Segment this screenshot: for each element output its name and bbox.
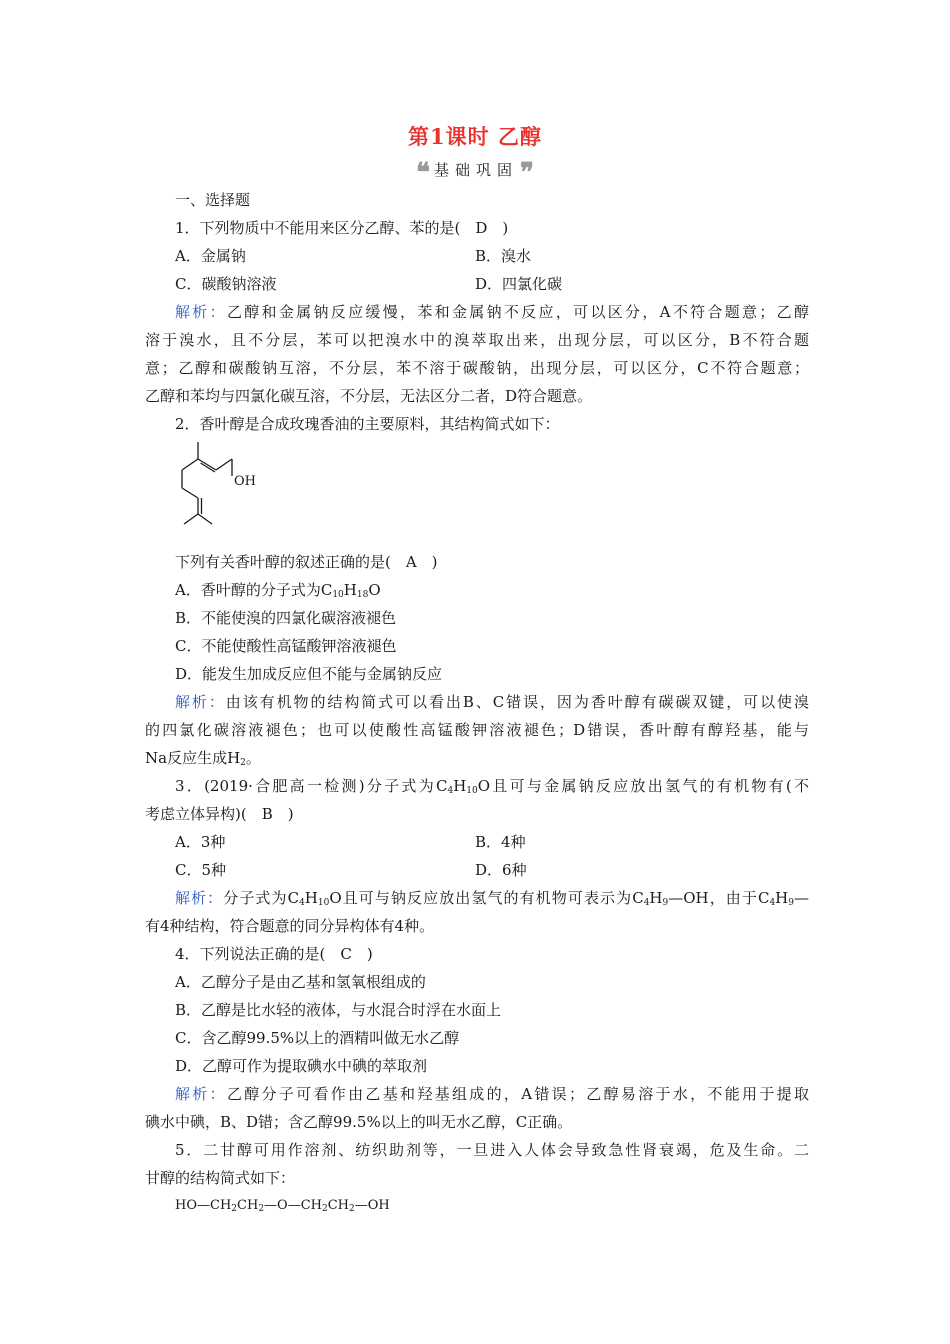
explanation-text: H bbox=[775, 889, 789, 907]
subscript: 10 bbox=[466, 786, 478, 796]
question-5-stem-line-2: 甘醇的结构简式如下： bbox=[145, 1169, 296, 1187]
explanation-text: —OH，由于C bbox=[668, 889, 770, 907]
option-b: B．乙醇是比水轻的液体，与水混合时浮在水面上 bbox=[175, 1001, 502, 1019]
subscript: 9 bbox=[662, 898, 669, 908]
option-a: A．乙醇分子是由乙基和氢氧根组成的 bbox=[175, 973, 426, 991]
explanation-text: 。 bbox=[245, 749, 261, 767]
hydroxyl-label: OH bbox=[234, 474, 256, 489]
option-a-text: A．香叶醇的分子式为C bbox=[175, 581, 333, 599]
diethylene-glycol-formula bbox=[145, 1192, 809, 1220]
subscript: 4 bbox=[447, 786, 454, 796]
option-a bbox=[145, 576, 809, 604]
question-1-options-row-1 bbox=[145, 242, 809, 270]
explanation-text: 乙醇和金属钠反应缓慢，苯和金属钠不反应，可以区分，A不符合题意；乙醇 bbox=[226, 303, 809, 321]
question-3-stem-line-1 bbox=[145, 772, 809, 800]
question-3-options-row-1 bbox=[145, 828, 809, 856]
subscript: 2 bbox=[231, 1204, 238, 1214]
question-4-explanation-line-2: 碘水中碘，B、D错；含乙醇99.5%以上的叫无水乙醇，C正确。 bbox=[145, 1113, 573, 1131]
left-quote-icon: ❝ bbox=[415, 158, 430, 188]
question-2-question: 下列有关香叶醇的叙述正确的是( A ) bbox=[175, 553, 438, 571]
formula-text: CH bbox=[327, 1198, 350, 1213]
question-list bbox=[145, 186, 809, 1220]
explanation-label: 解析： bbox=[175, 303, 227, 321]
question-4-explanation-line-1 bbox=[145, 1080, 809, 1108]
subscript: 18 bbox=[356, 590, 369, 600]
option-d: D．四氯化碳 bbox=[475, 275, 563, 293]
question-4-stem: 4．下列说法正确的是( C ) bbox=[175, 945, 373, 963]
question-1-options-row-2 bbox=[145, 270, 809, 298]
geraniol-bonds bbox=[182, 442, 232, 524]
stem-text: 3．(2019·合肥高一检测)分子式为C bbox=[175, 777, 448, 795]
question-2-stem: 2．香叶醇是合成玫瑰香油的主要原料，其结构简式如下： bbox=[175, 415, 560, 433]
question-1-stem: 1．下列物质中不能用来区分乙醇、苯的是( D ) bbox=[175, 219, 509, 237]
question-3-explanation-line-2: 有4种结构，符合题意的同分异构体有4种。 bbox=[145, 917, 435, 935]
subscript: 4 bbox=[299, 898, 305, 908]
explanation-text: — bbox=[794, 889, 809, 907]
formula-text: —O—CH bbox=[264, 1198, 322, 1213]
option-a-text: H bbox=[343, 581, 357, 599]
option-b: B．4种 bbox=[475, 833, 526, 851]
subscript: 10 bbox=[317, 898, 330, 908]
explanation-text: H bbox=[304, 889, 318, 907]
explanation-label: 解析： bbox=[175, 1085, 227, 1103]
explanation-text: O且可与钠反应放出氢气的有机物可表示为C bbox=[329, 889, 644, 907]
option-c: C．含乙醇99.5%以上的酒精叫做无水乙醇 bbox=[175, 1029, 460, 1047]
option-a: A．金属钠 bbox=[175, 247, 246, 265]
explanation-text: Na反应生成H bbox=[145, 749, 241, 767]
formula-text: —OH bbox=[354, 1198, 390, 1213]
subscript: 2 bbox=[240, 758, 246, 768]
question-3-explanation-line-1 bbox=[145, 884, 809, 912]
question-2-explanation-line-1 bbox=[145, 688, 809, 716]
subscript: 4 bbox=[643, 898, 650, 908]
question-2-explanation-line-2: 的四氯化碳溶液褪色；也可以使酸性高锰酸钾溶液褪色；D错误，香叶醇有醇羟基，能与 bbox=[145, 721, 809, 739]
option-c: C．碳酸钠溶液 bbox=[175, 275, 277, 293]
option-a-text: O bbox=[368, 581, 381, 599]
option-d: D．能发生加成反应但不能与金属钠反应 bbox=[175, 665, 443, 683]
question-2-explanation-line-3 bbox=[145, 744, 809, 772]
page-title: 第1课时 乙醇 bbox=[408, 124, 542, 149]
formula-text: HO—CH bbox=[175, 1198, 232, 1213]
option-c: C．不能使酸性高锰酸钾溶液褪色 bbox=[175, 637, 397, 655]
explanation-text: 乙醇分子可看作由乙基和羟基组成的，A错误；乙醇易溶于水，不能用于提取 bbox=[226, 1085, 809, 1103]
subscript: 10 bbox=[332, 590, 344, 600]
subscript: 9 bbox=[788, 898, 794, 908]
subscript: 2 bbox=[349, 1204, 355, 1214]
option-b: B．溴水 bbox=[475, 247, 532, 265]
right-quote-icon: ❞ bbox=[520, 158, 534, 188]
explanation-label: 解析： bbox=[175, 693, 226, 711]
stem-text: O且可与金属钠反应放出氢气的有机物有(不 bbox=[477, 777, 809, 795]
option-b: B．不能使溴的四氯化碳溶液褪色 bbox=[175, 609, 397, 627]
subscript: 4 bbox=[769, 898, 776, 908]
explanation-label: 解析： bbox=[175, 889, 224, 907]
section-heading: 一、选择题 bbox=[175, 191, 251, 209]
explanation-text: H bbox=[649, 889, 663, 907]
stem-text: H bbox=[453, 777, 467, 795]
geraniol-structure bbox=[170, 432, 280, 532]
section-banner bbox=[0, 157, 950, 186]
explanation-text: 分子式为C bbox=[223, 889, 300, 907]
question-1-explanation-line-2: 溶于溴水，且不分层，苯可以把溴水中的溴萃取出来，出现分层，可以区分，B不符合题 bbox=[145, 331, 809, 349]
question-5-stem-line-1: 5．二甘醇可用作溶剂、纺织助剂等，一旦进入人体会导致急性肾衰竭，危及生命。二 bbox=[175, 1141, 809, 1159]
banner-text: 基础巩固 bbox=[433, 161, 518, 179]
question-3-stem-line-2: 考虑立体异构)( B ) bbox=[145, 805, 294, 823]
option-d: D．乙醇可作为提取碘水中碘的萃取剂 bbox=[175, 1057, 428, 1075]
formula-text: CH bbox=[237, 1198, 259, 1213]
question-1-explanation-line-3: 意；乙醇和碳酸钠互溶，不分层，苯不溶于碳酸钠，出现分层，可以区分，C不符合题意； bbox=[145, 359, 809, 377]
question-1-explanation-line-4: 乙醇和苯均与四氯化碳互溶，不分层，无法区分二者，D符合题意。 bbox=[145, 387, 593, 405]
subscript: 2 bbox=[322, 1204, 328, 1214]
option-d: D．6种 bbox=[475, 861, 527, 879]
explanation-text: 由该有机物的结构简式可以看出B、C错误，因为香叶醇有碳碳双键，可以使溴 bbox=[225, 693, 809, 711]
question-1-explanation-line-1 bbox=[145, 298, 809, 326]
option-a: A．3种 bbox=[175, 833, 226, 851]
subscript: 2 bbox=[258, 1204, 265, 1214]
option-c: C．5种 bbox=[175, 861, 227, 879]
question-3-options-row-2 bbox=[145, 856, 809, 884]
